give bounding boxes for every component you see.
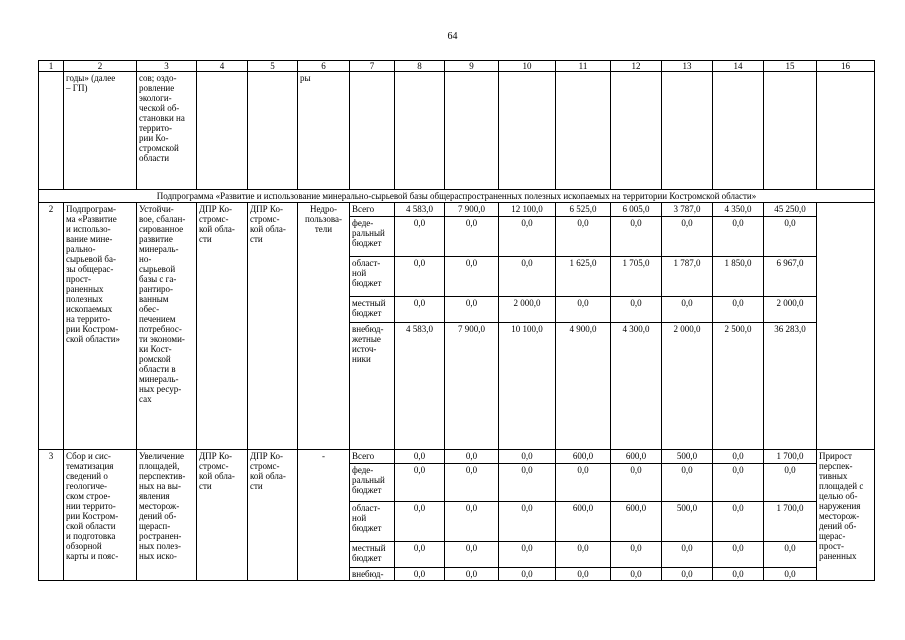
value-cell: 0,0 [611,568,662,581]
cell-num: 3 [39,450,64,581]
cell [556,72,611,190]
cell [248,72,298,190]
value-cell: 0,0 [611,297,662,323]
value-cell: 0,0 [395,502,445,542]
column-header: 12 [611,61,662,72]
value-cell: 0,0 [764,217,817,257]
value-cell: 2 000,0 [662,323,713,450]
value-cell: 0,0 [713,502,764,542]
value-cell: 0,0 [499,464,556,502]
source-label: феде- ральный бюджет [350,217,395,257]
source-label: област- ной бюджет [350,502,395,542]
value-cell: 1 787,0 [662,257,713,297]
value-cell: 0,0 [611,464,662,502]
value-cell: 600,0 [611,450,662,464]
cell-goal: Увеличение площадей, перспектив- ных на вы- явления месторож- дений об- щерасп- ространен- ных полез- ных иско- [137,450,197,581]
value-cell: 12 100,0 [499,203,556,217]
table-body [39,61,875,581]
value-cell: 0,0 [395,257,445,297]
value-cell: 0,0 [662,464,713,502]
value-cell: 6 005,0 [611,203,662,217]
value-cell: 4 583,0 [395,323,445,450]
column-header: 16 [817,61,875,72]
table-row [39,203,875,217]
value-cell: 6 967,0 [764,257,817,297]
cell [662,72,713,190]
value-cell: 600,0 [556,502,611,542]
value-cell: 0,0 [395,297,445,323]
value-cell: 2 500,0 [713,323,764,450]
subprogram-title: Подпрограмма «Развитие и использование минерально-сырьевой базы общераспространенных полезных ископаемых на территории Костромской области» [39,190,875,203]
value-cell: 600,0 [611,502,662,542]
value-cell: 0,0 [556,297,611,323]
value-cell: 0,0 [499,542,556,568]
column-number-row [39,61,875,72]
value-cell: 2 000,0 [499,297,556,323]
column-header: 5 [248,61,298,72]
value-cell: 4 900,0 [556,323,611,450]
value-cell: 0,0 [662,217,713,257]
page-number: 64 [447,31,458,42]
value-cell: 4 583,0 [395,203,445,217]
cell [764,72,817,190]
value-cell: 0,0 [445,217,499,257]
column-header: 14 [713,61,764,72]
value-cell: 0,0 [445,502,499,542]
value-cell: 0,0 [445,568,499,581]
source-label: феде- ральный бюджет [350,464,395,502]
value-cell: 0,0 [764,542,817,568]
column-header: 10 [499,61,556,72]
value-cell: 0,0 [445,464,499,502]
column-header: 6 [298,61,350,72]
value-cell: 4 350,0 [713,203,764,217]
program-table [38,60,875,581]
cell-result: Прирост перспек- тивных площадей с целью об- наружения месторож- дений об- щерас- прост- раненных [817,450,875,581]
value-cell: 0,0 [395,217,445,257]
column-header: 3 [137,61,197,72]
value-cell: 3 787,0 [662,203,713,217]
value-cell: 0,0 [713,464,764,502]
column-header: 13 [662,61,713,72]
value-cell: 0,0 [713,542,764,568]
source-label: местный бюджет [350,542,395,568]
value-cell: 0,0 [445,297,499,323]
value-cell: 0,0 [713,297,764,323]
cell [39,72,64,190]
value-cell: 36 283,0 [764,323,817,450]
value-cell: 0,0 [713,568,764,581]
value-cell: 0,0 [713,450,764,464]
value-cell: 7 900,0 [445,323,499,450]
value-cell: 0,0 [499,568,556,581]
value-cell: 6 525,0 [556,203,611,217]
cell-goal: Устойчи- вое, сбалан- сированное развитие минераль- но- сырьевой базы с га- рантиро- ванным обес- печением потребнос- ти экономи- ки Кост- ромской области в минераль- ных ресур- сах [137,203,197,450]
value-cell: 0,0 [395,464,445,502]
value-cell: 1 700,0 [764,502,817,542]
source-label: Всего [350,450,395,464]
value-cell: 0,0 [764,568,817,581]
cell [499,72,556,190]
value-cell: 4 300,0 [611,323,662,450]
source-label: местный бюджет [350,297,395,323]
value-cell: 0,0 [556,217,611,257]
cell-result [817,203,875,450]
cell-name: Сбор и сис- тематизация сведений о геологиче- ском строе- нии террито- рии Костром- ской области и подготовка обзорной карты и пояс- [64,450,137,581]
table-row [39,450,875,464]
value-cell: 1 625,0 [556,257,611,297]
column-header: 11 [556,61,611,72]
column-header: 2 [64,61,137,72]
value-cell: 0,0 [662,568,713,581]
column-header: 4 [197,61,248,72]
cell-part: Недро- пользова- тели [298,203,350,450]
cell: годы» (далее – ГП) [64,72,137,190]
cell-num: 2 [39,203,64,450]
value-cell: 0,0 [445,450,499,464]
value-cell: 0,0 [499,257,556,297]
source-label: Всего [350,203,395,217]
value-cell: 10 100,0 [499,323,556,450]
value-cell: 0,0 [499,502,556,542]
value-cell: 2 000,0 [764,297,817,323]
source-label: внебюд- жетные источ- ники [350,323,395,450]
cell: ры [298,72,350,190]
value-cell: 500,0 [662,502,713,542]
value-cell: 0,0 [611,542,662,568]
source-label: внебюд- [350,568,395,581]
value-cell: 0,0 [556,542,611,568]
cell-exec: ДПР Ко- стромс- кой обла- сти [197,203,248,450]
continuation-row [39,72,875,190]
value-cell: 7 900,0 [445,203,499,217]
column-header: 15 [764,61,817,72]
value-cell: 0,0 [662,297,713,323]
cell [817,72,875,190]
column-header: 1 [39,61,64,72]
value-cell: 1 700,0 [764,450,817,464]
cell-name: Подпрограм- ма «Развитие и использо- вание мине- рально- сырьевой ба- зы общерас- прост- раненных полезных ископаемых на террито- рии Костром- ской области» [64,203,137,450]
subprogram-row [39,190,875,203]
value-cell: 0,0 [499,217,556,257]
source-label: област- ной бюджет [350,257,395,297]
column-header: 9 [445,61,499,72]
value-cell: 0,0 [395,568,445,581]
cell-coexec: ДПР Ко- стромс- кой обла- сти [248,450,298,581]
cell [445,72,499,190]
value-cell: 1 850,0 [713,257,764,297]
value-cell: 0,0 [395,450,445,464]
value-cell: 0,0 [556,568,611,581]
value-cell: 0,0 [713,217,764,257]
cell [611,72,662,190]
value-cell: 0,0 [764,464,817,502]
value-cell: 0,0 [556,464,611,502]
value-cell: 0,0 [662,542,713,568]
value-cell: 0,0 [445,257,499,297]
value-cell: 0,0 [611,217,662,257]
cell [713,72,764,190]
cell-part: - [298,450,350,581]
value-cell: 1 705,0 [611,257,662,297]
cell [395,72,445,190]
value-cell: 0,0 [445,542,499,568]
cell [197,72,248,190]
column-header: 8 [395,61,445,72]
value-cell: 45 250,0 [764,203,817,217]
cell: сов; оздо- ровление экологи- ческой об- становки на террито- рии Ко- стромской области [137,72,197,190]
value-cell: 0,0 [499,450,556,464]
cell [350,72,395,190]
value-cell: 600,0 [556,450,611,464]
value-cell: 0,0 [395,542,445,568]
cell-coexec: ДПР Ко- стромс- кой обла- сти [248,203,298,450]
value-cell: 500,0 [662,450,713,464]
cell-exec: ДПР Ко- стромс- кой обла- сти [197,450,248,581]
column-header: 7 [350,61,395,72]
